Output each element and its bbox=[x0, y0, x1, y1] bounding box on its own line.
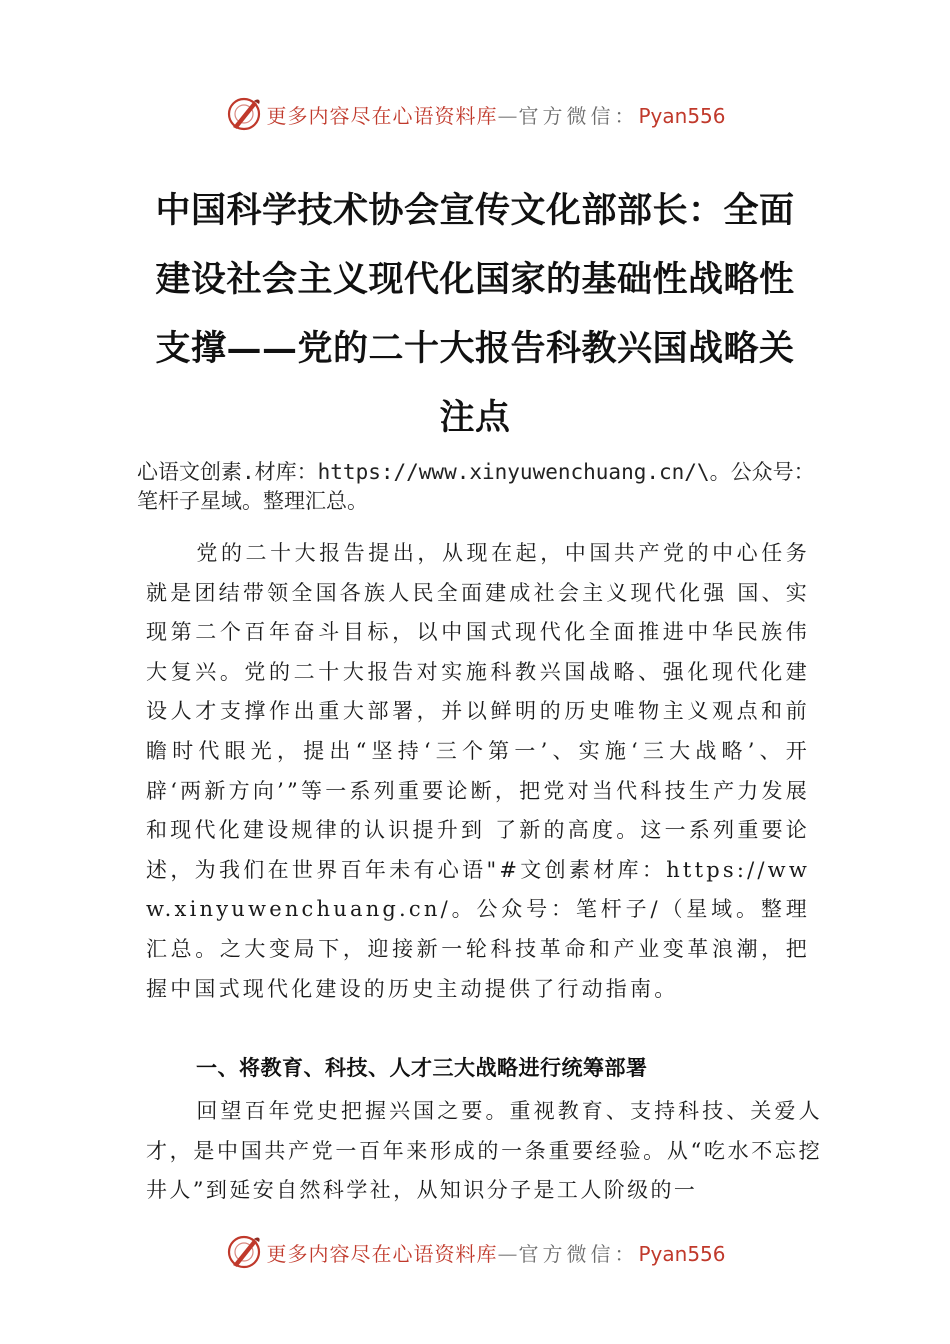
quill-seal-icon bbox=[224, 94, 264, 134]
quill-seal-icon bbox=[224, 1232, 264, 1272]
watermark-text: 更多内容尽在心语资料库—官方微信：Pyan556 bbox=[266, 1241, 726, 1266]
source-note: 心语文创素.材库：https://www.xinyuwenchuang.cn/\。公众号：笔杆子星域。整理汇总。 bbox=[137, 460, 815, 513]
document-title: 中国科学技术协会宣传文化部部长：全面建设社会主义现代化国家的基础性战略性支撑——党的二十大报告科教兴国战略关注点 bbox=[155, 190, 795, 438]
footer-watermark-banner bbox=[0, 1230, 950, 1274]
body-paragraph-2: 回望百年党史把握兴国之要。重视教育、支持科技、关爱人才，是中国共产党一百年来形成的一条重要经验。从“吃水不忘挖井人”到延安自然科学社，从知识分子是工人阶级的一 bbox=[146, 1099, 822, 1203]
body-paragraph-1: 党的二十大报告提出，从现在起，中国共产党的中心任务就是团结带领全国各族人民全面建成社会主义现代化强 国、实现第二个百年奋斗目标，以中国式现代化全面推进中华民族伟大复兴。党的二十大报告对实施科教兴国战略、强化现代化建设人才支撑作出重大部署，并以鲜明的历史唯物主义观点和前瞻时代眼光，提出“坚持‘三个第一’、实施‘三大战略’、开辟‘两新方向’”等一系列重要论断，把党对当代科技生产力发展和现代化建设规律的认识提升到 了新的高度。这一系列重要论述，为我们在世界百年未有心语"#文创素材库：https://www.xinyuwenchuang.cn/。公众号：笔杆子/（星域。整理汇总。之大变局下，迎接新一轮科技革命和产业变革浪潮，把握中国式现代化建设的历史主动提供了行动指南。 bbox=[146, 541, 810, 1001]
section-heading-1: 一、将教育、科技、人才三大战略进行统筹部署 bbox=[196, 1056, 648, 1080]
header-watermark-banner bbox=[0, 92, 950, 136]
watermark-text: 更多内容尽在心语资料库—官方微信：Pyan556 bbox=[266, 103, 726, 128]
